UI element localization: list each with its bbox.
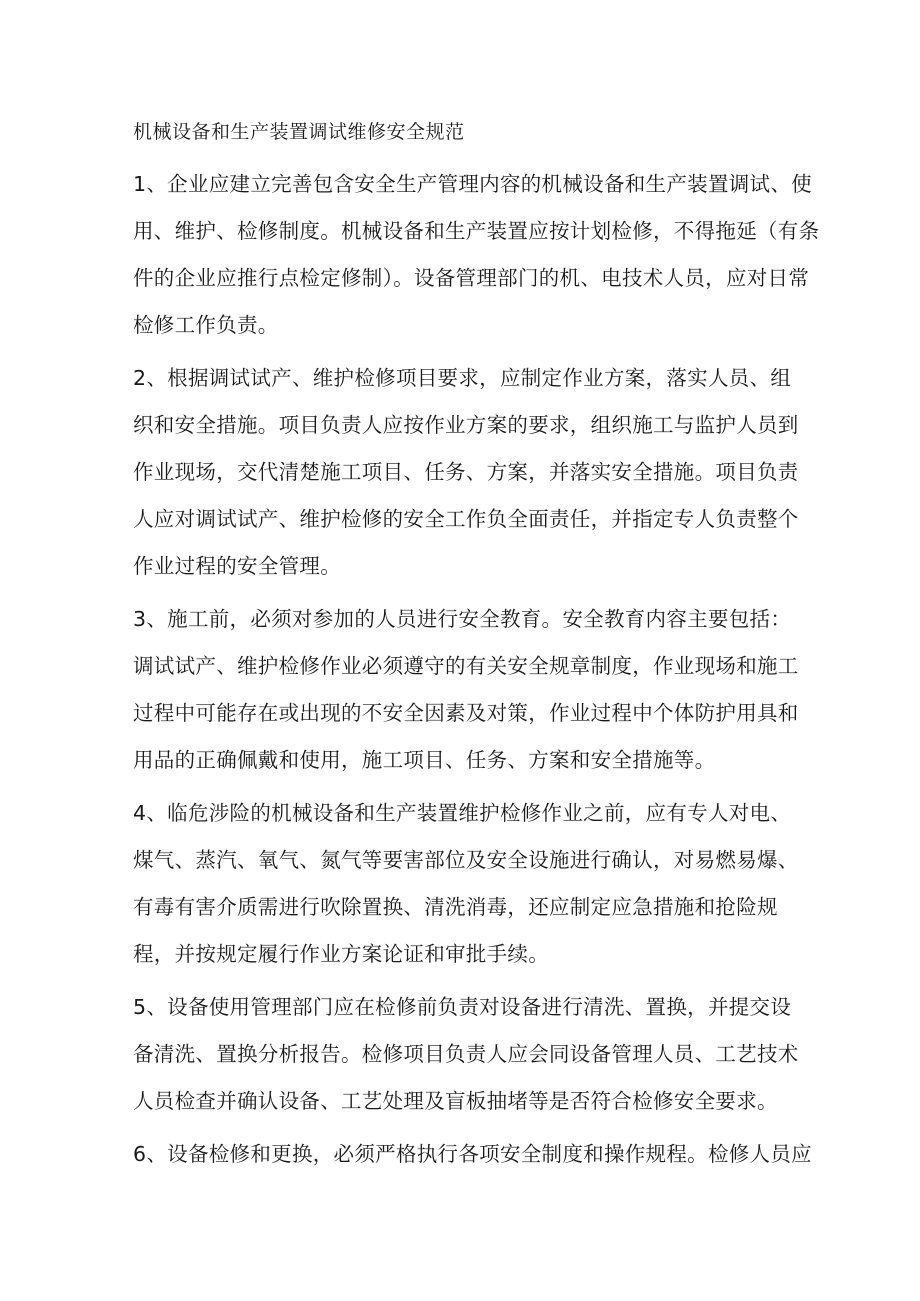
- text-line: 检修工作负责。: [133, 313, 279, 337]
- text-line: 用、维护、检修制度。机械设备和生产装置应按计划检修，不得拖延（有条: [133, 219, 820, 243]
- text-line: 程，并按规定履行作业方案论证和审批手续。: [133, 942, 549, 966]
- text-line: 作业过程的安全管理。: [133, 554, 341, 578]
- document-title: 机械设备和生产装置调试维修安全规范: [133, 121, 465, 143]
- text-line: 织和安全措施。项目负责人应按作业方案的要求，组织施工与监护人员到: [133, 413, 799, 437]
- text-line: 6、设备检修和更换，必须严格执行各项安全制度和操作规程。检修人员应: [133, 1142, 812, 1166]
- text-line: 人应对调试试产、维护检修的安全工作负全面责任，并指定专人负责整个: [133, 507, 799, 531]
- text-line: 煤气、蒸汽、氧气、氮气等要害部位及安全设施进行确认，对易燃易爆、: [133, 848, 799, 872]
- text-line: 调试试产、维护检修作业必须遵守的有关安全规章制度，作业现场和施工: [133, 654, 799, 678]
- text-line: 人员检查并确认设备、工艺处理及盲板抽堵等是否符合检修安全要求。: [133, 1089, 778, 1113]
- text-line: 3、施工前，必须对参加的人员进行安全教育。安全教育内容主要包括：: [133, 607, 792, 631]
- text-line: 过程中可能存在或出现的不安全因素及对策，作业过程中个体防护用具和: [133, 701, 799, 725]
- text-line: 作业现场，交代清楚施工项目、任务、方案，并落实安全措施。项目负责: [133, 460, 799, 484]
- text-line: 件的企业应推行点检定修制）。设备管理部门的机、电技术人员，应对日常: [133, 266, 810, 290]
- text-line: 2、根据调试试产、维护检修项目要求，应制定作业方案，落实人员、组: [133, 366, 792, 390]
- text-line: 备清洗、置换分析报告。检修项目负责人应会同设备管理人员、工艺技术: [133, 1042, 799, 1066]
- text-line: 5、设备使用管理部门应在检修前负责对设备进行清洗、置换，并提交设: [133, 995, 792, 1019]
- text-line: 用品的正确佩戴和使用，施工项目、任务、方案和安全措施等。: [133, 748, 716, 772]
- text-line: 有毒有害介质需进行吹除置换、清洗消毒，还应制定应急措施和抢险规: [133, 895, 778, 919]
- text-line: 1、企业应建立完善包含安全生产管理内容的机械设备和生产装置调试、使: [133, 172, 812, 196]
- text-line: 4、临危涉险的机械设备和生产装置维护检修作业之前，应有专人对电、: [133, 801, 792, 825]
